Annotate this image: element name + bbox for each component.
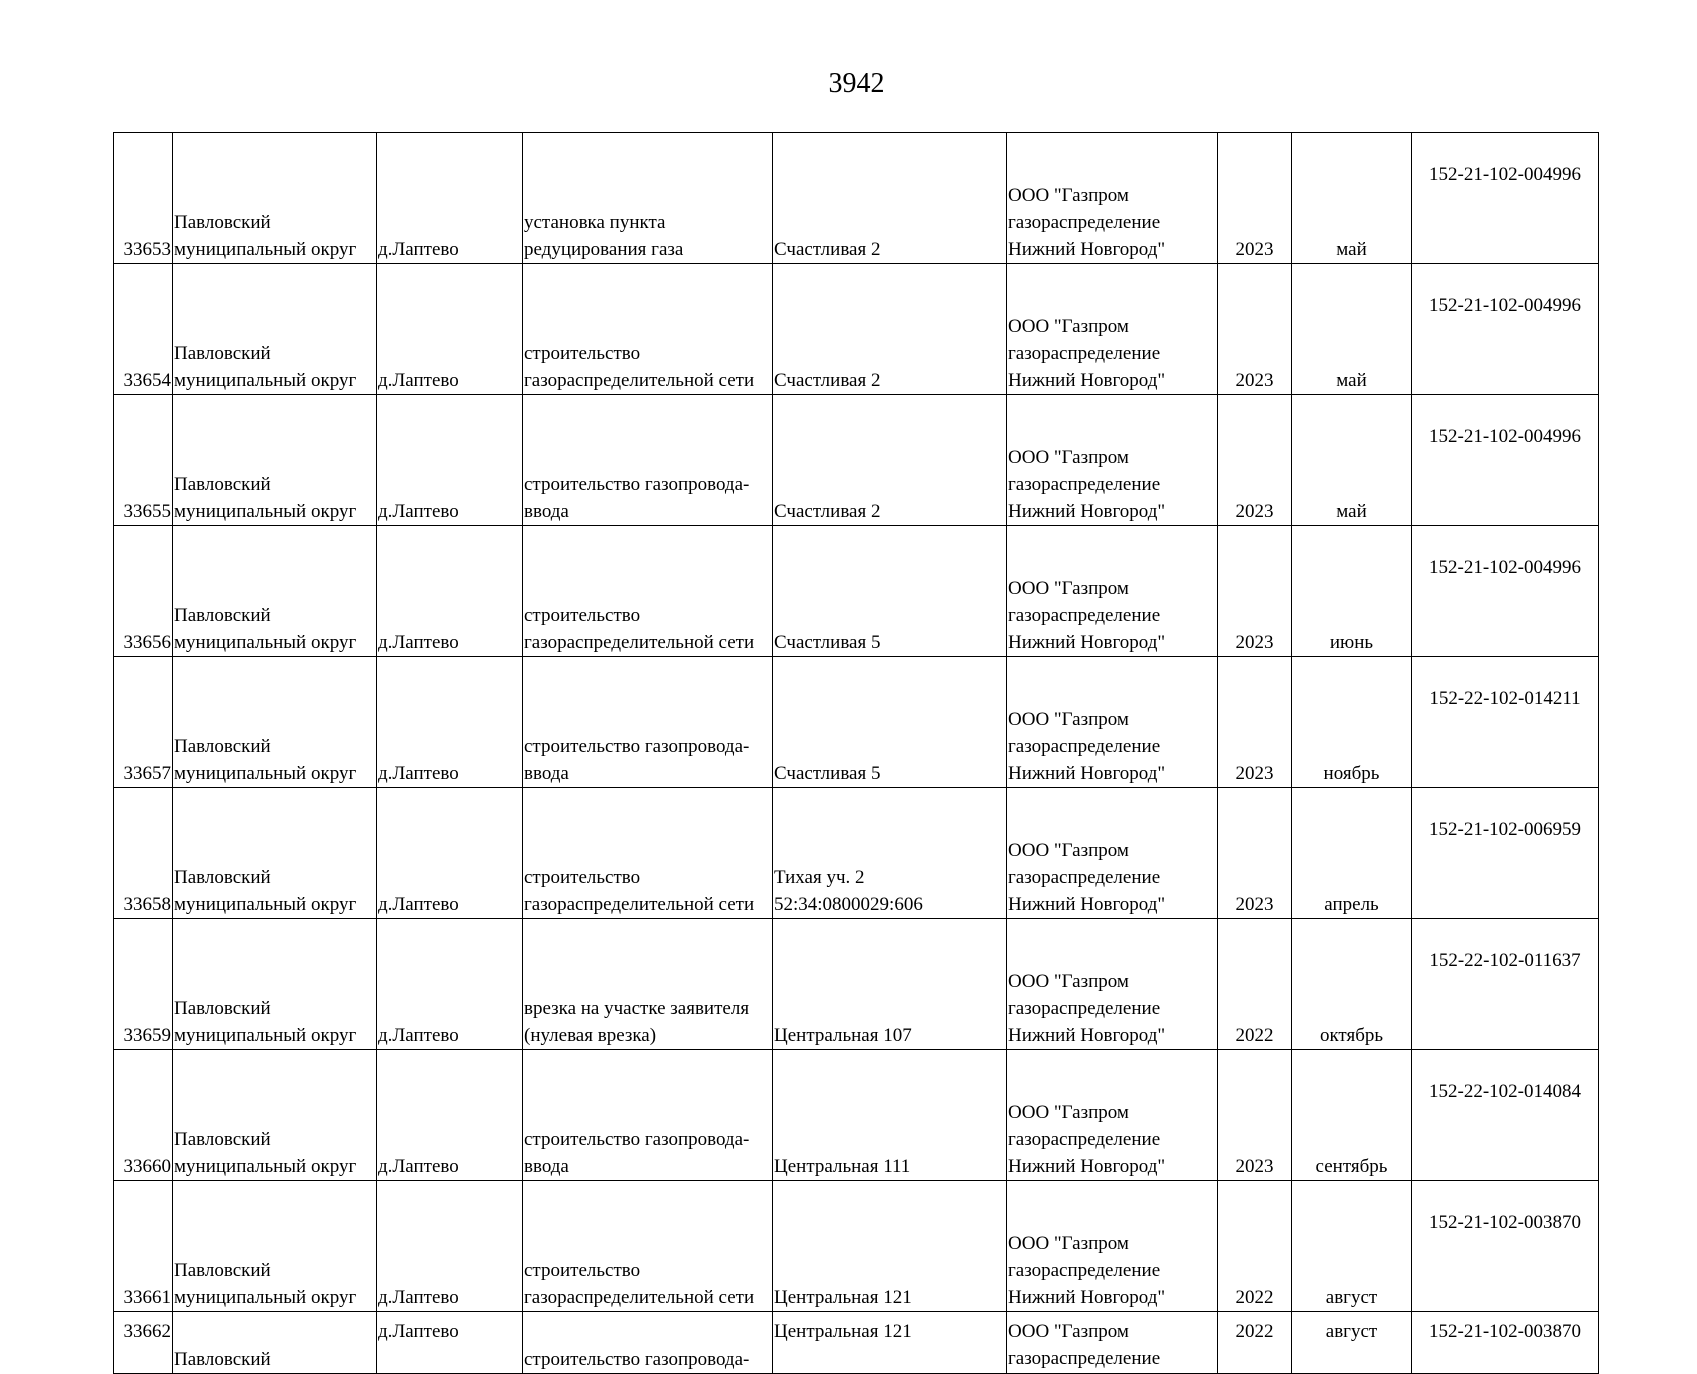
work-type-cell-line: газораспределительной сети: [524, 632, 755, 653]
organization-cell: [1007, 1050, 1218, 1181]
organization-cell-line: ООО "Газпром: [1008, 1321, 1129, 1342]
registration-code-cell: 152-21-102-004996: [1412, 133, 1599, 264]
page-number: 3942: [828, 68, 885, 99]
work-type-cell: [523, 1050, 773, 1181]
table-row: [114, 919, 1599, 1050]
year-cell: 2022: [1218, 1181, 1292, 1312]
gas-registry-table: [113, 132, 1599, 1374]
month-cell: июнь: [1292, 526, 1412, 657]
registration-code-cell: 152-21-102-004996: [1412, 526, 1599, 657]
settlement-cell: д.Лаптево: [377, 133, 523, 264]
year-cell: 2023: [1218, 395, 1292, 526]
organization-cell-line: Нижний Новгород": [1008, 632, 1166, 653]
row-number: 33658: [114, 788, 173, 919]
organization-cell-line: ООО "Газпром: [1008, 709, 1129, 730]
month-cell: август: [1292, 1181, 1412, 1312]
year-cell: 2023: [1218, 264, 1292, 395]
address-cell: [773, 788, 1007, 919]
settlement-cell: д.Лаптево: [377, 1050, 523, 1181]
row-number: 33656: [114, 526, 173, 657]
work-type-cell-line: ввода: [524, 501, 569, 522]
organization-cell-line: Нижний Новгород": [1008, 763, 1166, 784]
organization-cell-line: газораспределение: [1008, 998, 1161, 1019]
organization-cell-line: ООО "Газпром: [1008, 185, 1129, 206]
table-row: [114, 1312, 1599, 1374]
month-cell: апрель: [1292, 788, 1412, 919]
work-type-cell: строительство газопровода-: [523, 1312, 773, 1374]
municipality-cell: [173, 264, 377, 395]
municipality-cell: Павловский: [173, 1312, 377, 1374]
municipality-cell: [173, 788, 377, 919]
organization-cell: [1007, 264, 1218, 395]
work-type-cell: [523, 395, 773, 526]
work-type-cell-line: (нулевая врезка): [524, 1025, 657, 1046]
address-cell-line: Счастливая 2: [774, 370, 881, 391]
address-cell-line: Счастливая 5: [774, 763, 881, 784]
work-type-cell: [523, 788, 773, 919]
organization-cell: [1007, 133, 1218, 264]
settlement-cell: д.Лаптево: [377, 1181, 523, 1312]
work-type-cell-line: установка пункта: [524, 212, 666, 233]
organization-cell-line: ООО "Газпром: [1008, 1233, 1129, 1254]
work-type-cell-line: газораспределительной сети: [524, 894, 755, 915]
work-type-cell-line: газораспределительной сети: [524, 370, 755, 391]
work-type-cell-line: строительство: [524, 1260, 641, 1281]
row-number: 33661: [114, 1181, 173, 1312]
address-cell-line: Счастливая 2: [774, 501, 881, 522]
month-cell: май: [1292, 395, 1412, 526]
work-type-cell: [523, 264, 773, 395]
address-cell: [773, 1050, 1007, 1181]
year-cell: 2023: [1218, 1050, 1292, 1181]
organization-cell-line: ООО "Газпром: [1008, 316, 1129, 337]
work-type-cell-line: врезка на участке заявителя: [524, 998, 750, 1019]
municipality-cell-line: муниципальный округ: [174, 1025, 357, 1046]
settlement-cell: д.Лаптево: [377, 788, 523, 919]
municipality-cell: [173, 1181, 377, 1312]
row-number: 33654: [114, 264, 173, 395]
organization-cell: [1007, 395, 1218, 526]
settlement-cell: д.Лаптево: [377, 264, 523, 395]
work-type-cell: [523, 919, 773, 1050]
organization-cell-line: Нижний Новгород": [1008, 1287, 1166, 1308]
work-type-cell-line: строительство: [524, 605, 641, 626]
settlement-cell: д.Лаптево: [377, 919, 523, 1050]
organization-cell-line: ООО "Газпром: [1008, 840, 1129, 861]
month-cell: август: [1292, 1312, 1412, 1374]
table-row: [114, 1050, 1599, 1181]
municipality-cell-line: муниципальный округ: [174, 239, 357, 260]
year-cell: 2023: [1218, 133, 1292, 264]
organization-cell-line: газораспределение: [1008, 212, 1161, 233]
year-cell: 2022: [1218, 1312, 1292, 1374]
address-cell: [773, 526, 1007, 657]
address-cell: [773, 657, 1007, 788]
month-cell: май: [1292, 133, 1412, 264]
organization-cell-line: газораспределение: [1008, 736, 1161, 757]
municipality-cell-line: Павловский: [174, 736, 271, 757]
organization-cell: [1007, 919, 1218, 1050]
registration-code-cell: 152-22-102-011637: [1412, 919, 1599, 1050]
row-number: 33657: [114, 657, 173, 788]
work-type-cell-line: ввода: [524, 1156, 569, 1177]
registration-code-cell: 152-21-102-006959: [1412, 788, 1599, 919]
municipality-cell-line: муниципальный округ: [174, 370, 357, 391]
work-type-cell-line: строительство: [524, 343, 641, 364]
work-type-cell: [523, 657, 773, 788]
work-type-cell-line: газораспределительной сети: [524, 1287, 755, 1308]
address-cell: [773, 133, 1007, 264]
address-cell-line: Счастливая 5: [774, 632, 881, 653]
address-cell-line: Тихая уч. 2: [774, 867, 865, 888]
settlement-cell: д.Лаптево: [377, 395, 523, 526]
organization-cell-line: Нижний Новгород": [1008, 501, 1166, 522]
municipality-cell: [173, 133, 377, 264]
address-cell-line: Счастливая 2: [774, 239, 881, 260]
municipality-cell-line: Павловский: [174, 212, 271, 233]
organization-cell: [1007, 1312, 1218, 1374]
table-row: [114, 264, 1599, 395]
municipality-cell: [173, 919, 377, 1050]
municipality-cell: [173, 395, 377, 526]
municipality-cell-line: Павловский: [174, 1260, 271, 1281]
municipality-cell-line: муниципальный округ: [174, 632, 357, 653]
address-cell-line: Центральная 107: [774, 1025, 912, 1046]
month-cell: сентябрь: [1292, 1050, 1412, 1181]
year-cell: 2023: [1218, 788, 1292, 919]
registration-code-cell: 152-21-102-004996: [1412, 264, 1599, 395]
settlement-cell: д.Лаптево: [377, 657, 523, 788]
work-type-cell-line: ввода: [524, 763, 569, 784]
organization-cell-line: Нижний Новгород": [1008, 1025, 1166, 1046]
organization-cell: [1007, 657, 1218, 788]
organization-cell-line: газораспределение: [1008, 474, 1161, 495]
municipality-cell: [173, 1050, 377, 1181]
address-cell-line: Центральная 121: [774, 1287, 912, 1308]
organization-cell: [1007, 526, 1218, 657]
year-cell: 2023: [1218, 526, 1292, 657]
municipality-cell-line: муниципальный округ: [174, 1287, 357, 1308]
municipality-cell-line: Павловский: [174, 1129, 271, 1150]
organization-cell-line: газораспределение: [1008, 867, 1161, 888]
work-type-cell-line: строительство газопровода-: [524, 736, 750, 757]
municipality-cell-line: муниципальный округ: [174, 1156, 357, 1177]
organization-cell-line: ООО "Газпром: [1008, 447, 1129, 468]
year-cell: 2023: [1218, 657, 1292, 788]
year-cell: 2022: [1218, 919, 1292, 1050]
organization-cell-line: газораспределение: [1008, 1129, 1161, 1150]
municipality-cell: [173, 526, 377, 657]
address-cell-line: Центральная 111: [774, 1156, 911, 1177]
month-cell: октябрь: [1292, 919, 1412, 1050]
settlement-cell: д.Лаптево: [377, 1312, 523, 1374]
address-cell-line: 52:34:0800029:606: [774, 894, 923, 915]
municipality-cell-line: Павловский: [174, 998, 271, 1019]
row-number: 33655: [114, 395, 173, 526]
organization-cell-line: газораспределение: [1008, 1348, 1161, 1369]
settlement-cell: д.Лаптево: [377, 526, 523, 657]
work-type-cell-line: строительство: [524, 867, 641, 888]
work-type-cell: [523, 1181, 773, 1312]
registration-code-cell: 152-21-102-003870: [1412, 1181, 1599, 1312]
organization-cell: [1007, 1181, 1218, 1312]
row-number: 33653: [114, 133, 173, 264]
address-cell: [773, 919, 1007, 1050]
row-number: 33659: [114, 919, 173, 1050]
month-cell: май: [1292, 264, 1412, 395]
municipality-cell-line: муниципальный округ: [174, 501, 357, 522]
organization-cell: [1007, 788, 1218, 919]
row-number: 33662: [114, 1312, 173, 1374]
address-cell: [773, 395, 1007, 526]
municipality-cell-line: Павловский: [174, 867, 271, 888]
registration-code-cell: 152-21-102-004996: [1412, 395, 1599, 526]
registration-code-cell: 152-22-102-014084: [1412, 1050, 1599, 1181]
organization-cell-line: ООО "Газпром: [1008, 578, 1129, 599]
work-type-cell: [523, 133, 773, 264]
registration-code-cell: 152-22-102-014211: [1412, 657, 1599, 788]
month-cell: ноябрь: [1292, 657, 1412, 788]
table-row: [114, 395, 1599, 526]
municipality-cell-line: Павловский: [174, 605, 271, 626]
address-cell: [773, 264, 1007, 395]
table-row: [114, 788, 1599, 919]
work-type-cell-line: редуцирования газа: [524, 239, 684, 260]
organization-cell-line: Нижний Новгород": [1008, 894, 1166, 915]
municipality-cell-line: Павловский: [174, 474, 271, 495]
table-row: [114, 133, 1599, 264]
municipality-cell-line: муниципальный округ: [174, 894, 357, 915]
organization-cell-line: Нижний Новгород": [1008, 370, 1166, 391]
table-row: [114, 657, 1599, 788]
organization-cell-line: ООО "Газпром: [1008, 971, 1129, 992]
work-type-cell-line: строительство газопровода-: [524, 1129, 750, 1150]
table-row: [114, 526, 1599, 657]
work-type-cell: [523, 526, 773, 657]
registration-code-cell: 152-21-102-003870: [1412, 1312, 1599, 1374]
organization-cell-line: газораспределение: [1008, 1260, 1161, 1281]
row-number: 33660: [114, 1050, 173, 1181]
municipality-cell: [173, 657, 377, 788]
organization-cell-line: ООО "Газпром: [1008, 1102, 1129, 1123]
organization-cell-line: газораспределение: [1008, 605, 1161, 626]
organization-cell-line: газораспределение: [1008, 343, 1161, 364]
address-cell: Центральная 121: [773, 1312, 1007, 1374]
work-type-cell-line: строительство газопровода-: [524, 474, 750, 495]
organization-cell-line: Нижний Новгород": [1008, 1156, 1166, 1177]
municipality-cell-line: Павловский: [174, 343, 271, 364]
municipality-cell-line: муниципальный округ: [174, 763, 357, 784]
organization-cell-line: Нижний Новгород": [1008, 239, 1166, 260]
table-row: [114, 1181, 1599, 1312]
address-cell: [773, 1181, 1007, 1312]
